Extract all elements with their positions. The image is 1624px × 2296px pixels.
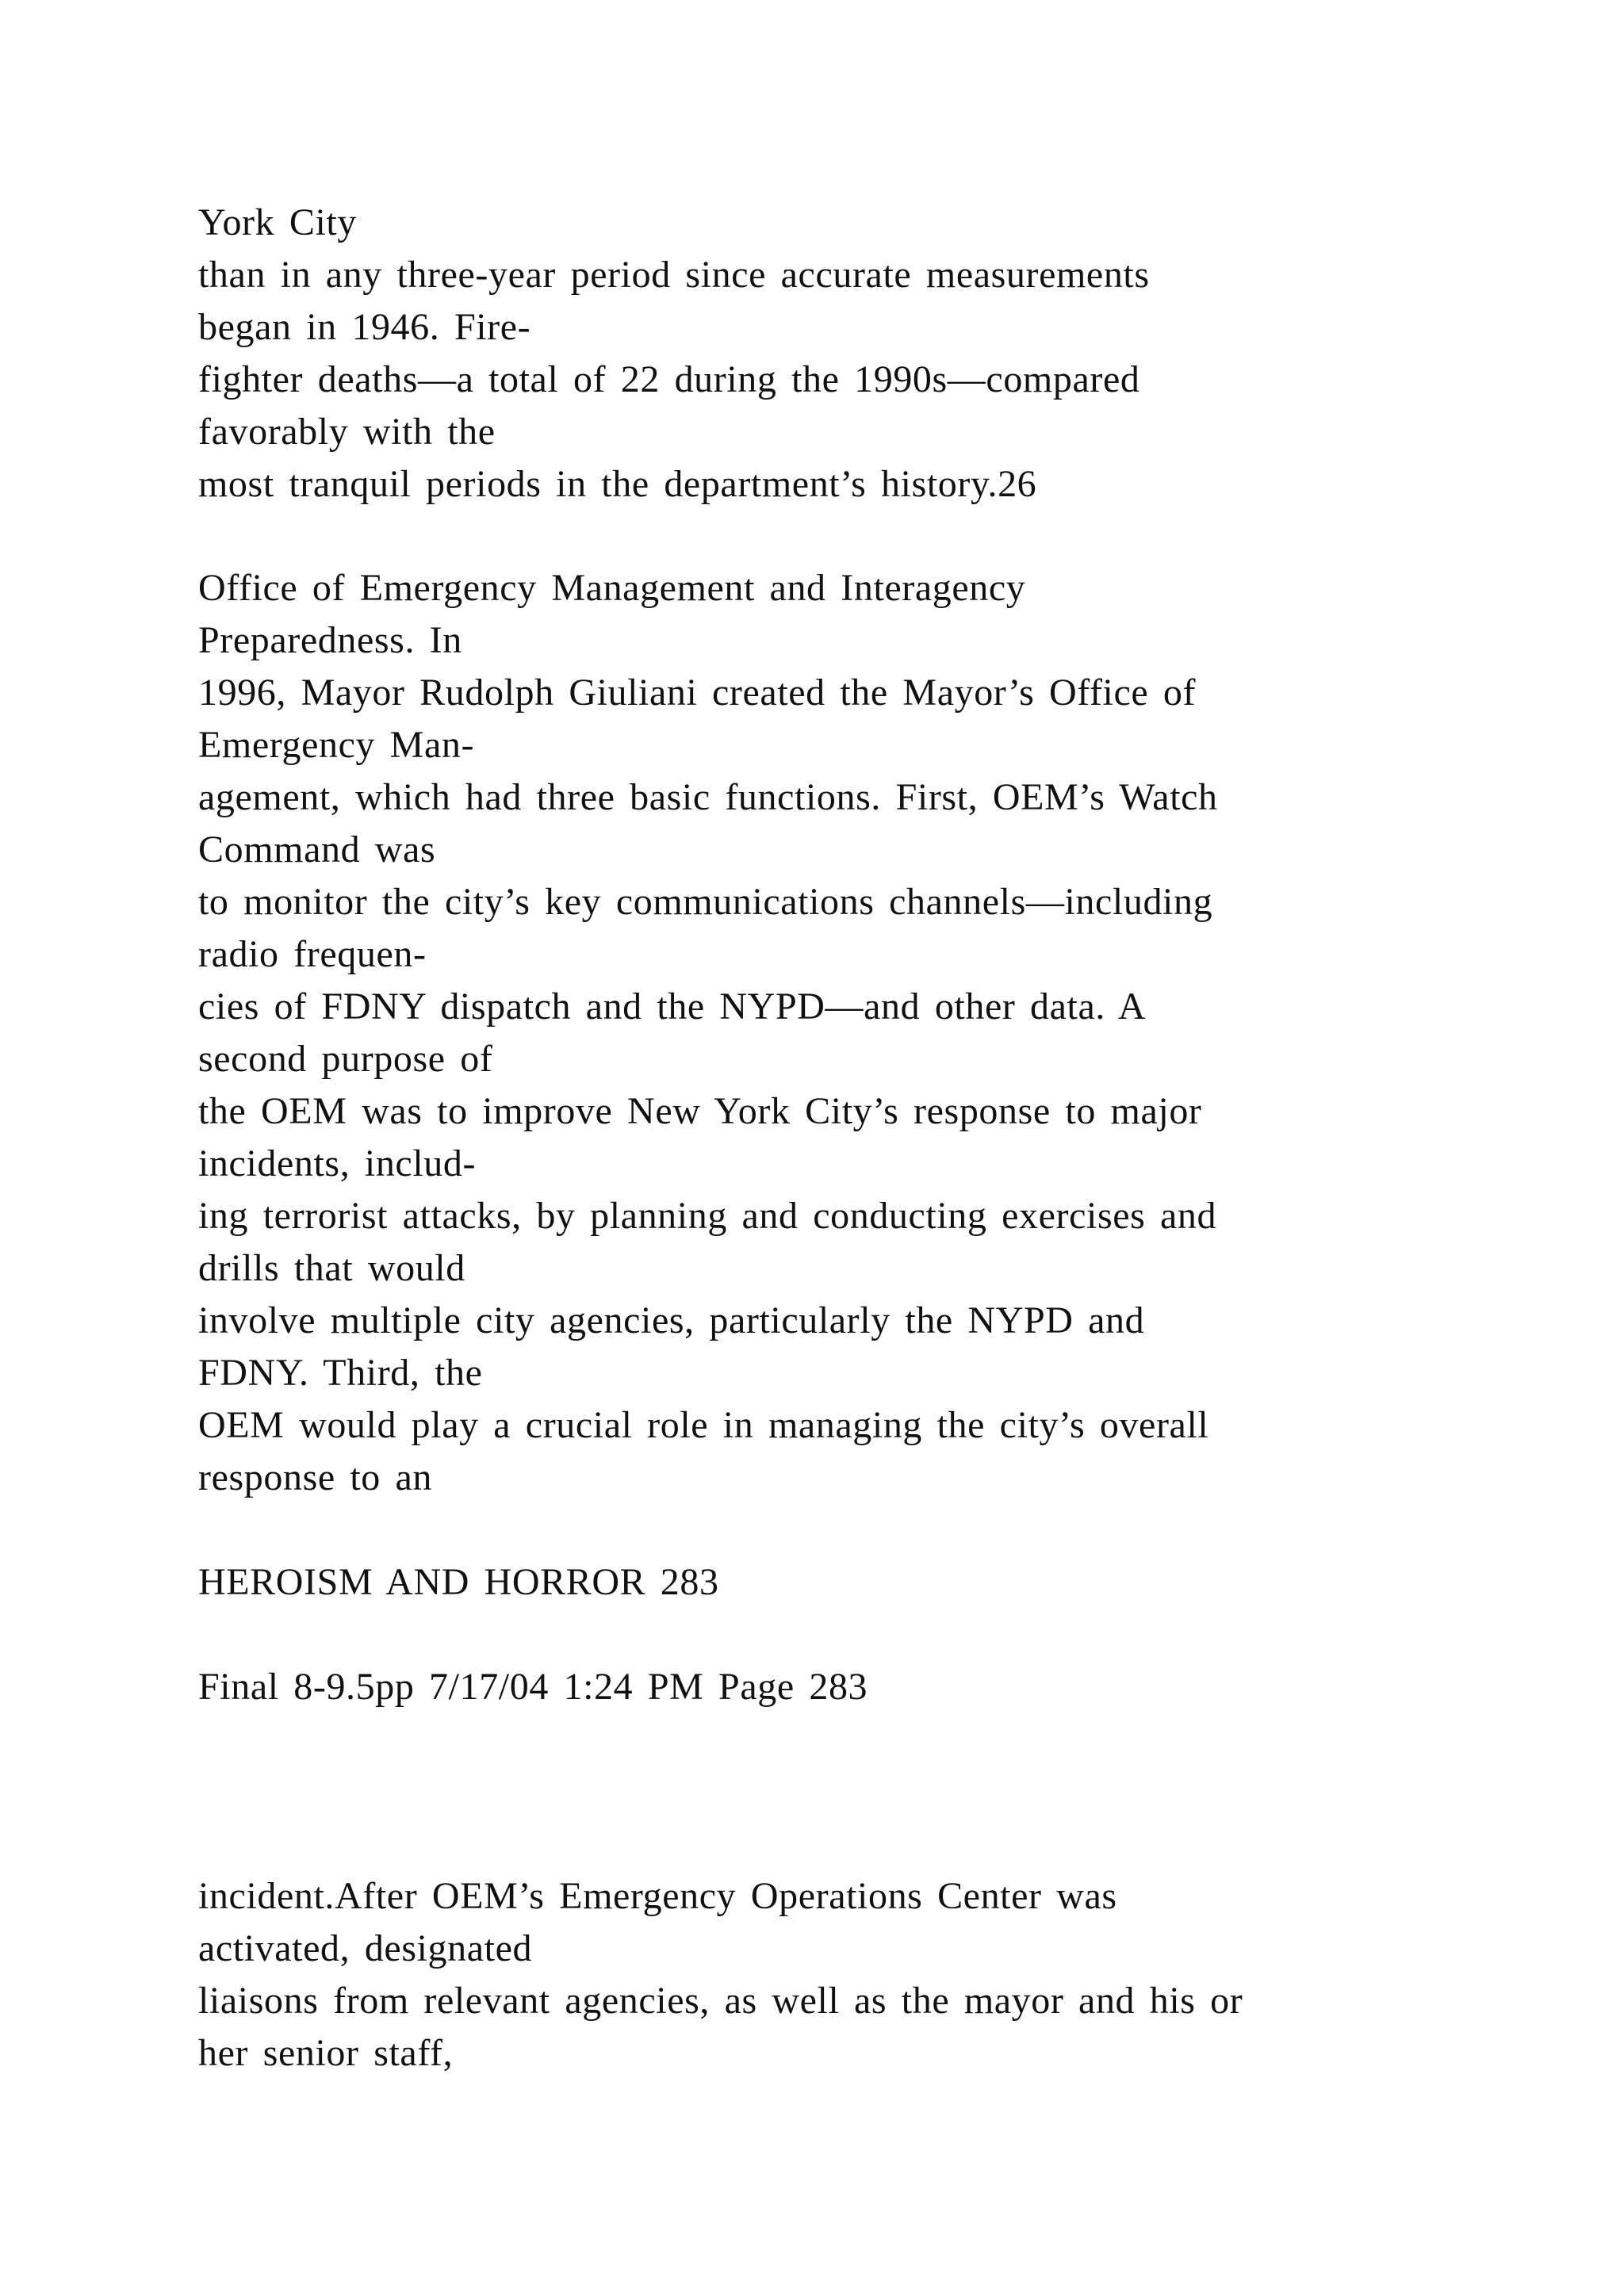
text-line: favorably with the <box>198 411 496 453</box>
text-line: agement, which had three basic functions. First, OEM’s Watch <box>198 776 1218 818</box>
text-line: ing terrorist attacks, by planning and conducting exercises and <box>198 1195 1217 1237</box>
text-line: radio frequen- <box>198 933 427 975</box>
running-footer: HEROISM AND HORROR 283 <box>198 1561 719 1603</box>
text-line: to monitor the city’s key communications channels—including <box>198 881 1213 923</box>
text-line: Preparedness. In <box>198 619 462 661</box>
text-line: most tranquil periods in the department’s history.26 <box>198 463 1037 505</box>
text-line: Office of Emergency Management and Interagency <box>198 567 1026 609</box>
text-line: 1996, Mayor Rudolph Giuliani created the Mayor’s Office of <box>198 672 1197 714</box>
text-line: the OEM was to improve New York City’s response to major <box>198 1090 1202 1132</box>
text-line: activated, designated <box>198 1927 533 1969</box>
text-line: incident.After OEM’s Emergency Operations Center was <box>198 1875 1117 1917</box>
text-line: incidents, includ- <box>198 1142 477 1184</box>
text-line: York City <box>198 201 357 243</box>
text-line: response to an <box>198 1456 432 1498</box>
text-line: than in any three-year period since accurate measurements <box>198 254 1150 296</box>
text-line: liaisons from relevant agencies, as well as the mayor and his or <box>198 1980 1243 2022</box>
text-line: began in 1946. Fire- <box>198 306 531 348</box>
text-line: Command was <box>198 828 436 871</box>
text-line: her senior staff, <box>198 2032 454 2074</box>
text-line: drills that would <box>198 1247 465 1289</box>
text-line: Emergency Man- <box>198 724 475 766</box>
text-line: involve multiple city agencies, particularly the NYPD and <box>198 1299 1145 1341</box>
text-line: fighter deaths—a total of 22 during the 1990s—compared <box>198 358 1140 400</box>
text-line: second purpose of <box>198 1038 493 1080</box>
text-line: FDNY. Third, the <box>198 1352 483 1394</box>
text-line: cies of FDNY dispatch and the NYPD—and other data. A <box>198 985 1147 1027</box>
print-slug: Final 8-9.5pp 7/17/04 1:24 PM Page 283 <box>198 1666 868 1708</box>
text-line: OEM would play a crucial role in managing the city’s overall <box>198 1404 1209 1446</box>
